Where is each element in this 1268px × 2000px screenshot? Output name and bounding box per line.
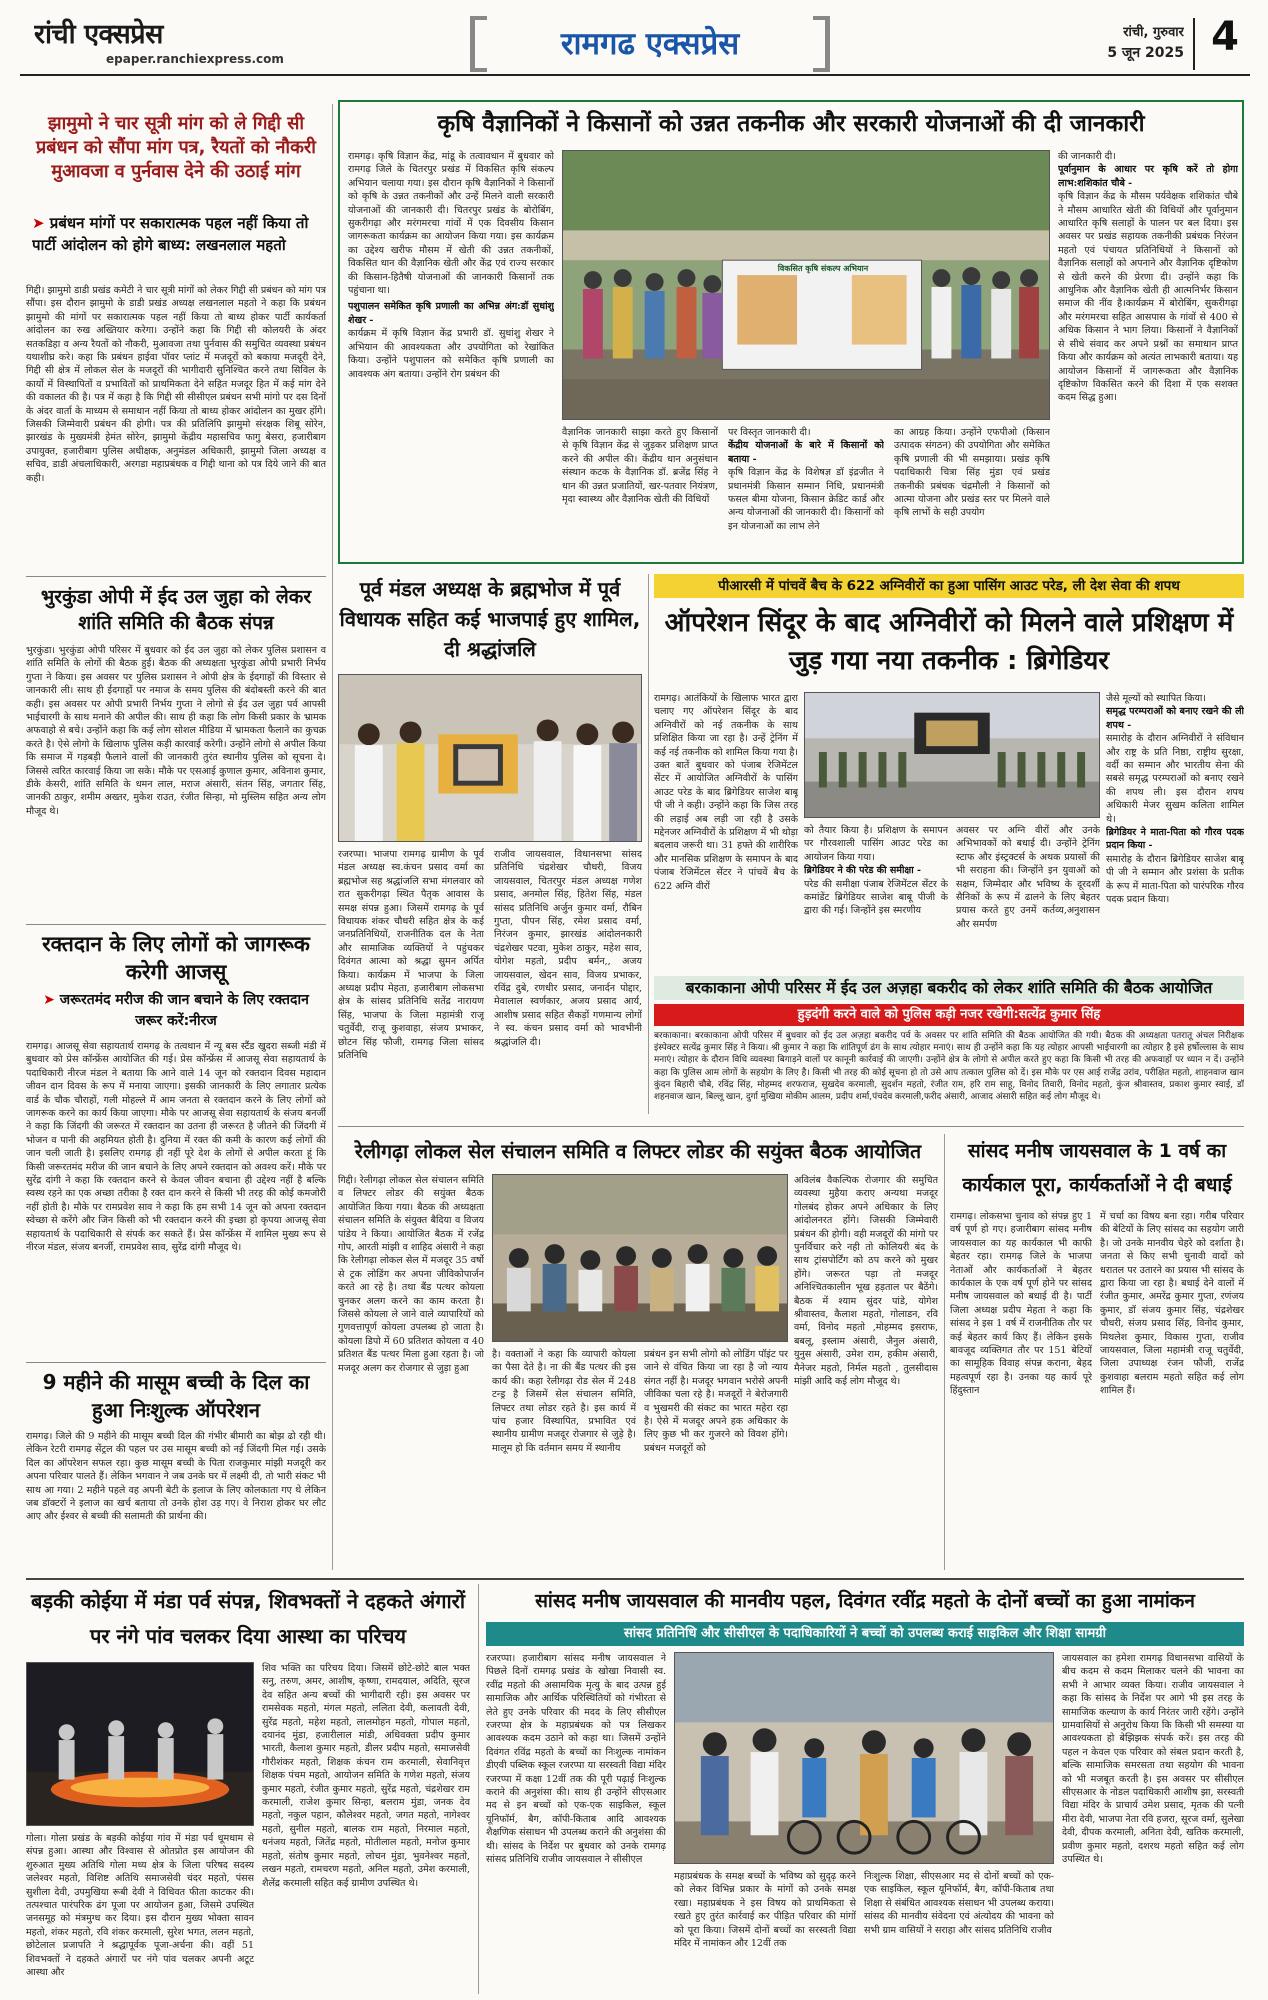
bullet-arrow-icon-2: ➤ [43, 992, 60, 1008]
left-column-rule [332, 104, 333, 1570]
article-jmm-sub [32, 212, 322, 280]
article-krishi-col1-b: कार्यक्रम में कृषि विज्ञान केंद्र प्रभारी डॉ. सुधांशु शेखर ने अभियान की आवश्यकता और उपयोगिता को रेखांकित किया। उन्होंने पशुपालन को समेकित कृषि प्रणाली का आवश्यक अंग बताया। उन्होंने रोग प्रबंधन की [348, 328, 554, 380]
article-relighada [338, 1134, 938, 1570]
masthead-logo [34, 14, 274, 50]
article-jmm-body: गिद्दी। झामुमो डाडी प्रखंड कमेटी ने चार सूत्री मांगों को लेकर गिद्दी सी प्रबंधन को मांग पत्र सौंपा। इस दौरान झामुमो के डाडी प्रखंड अध्यक्ष लखनलाल महतो ने कहा कि प्रबंधन झामुमो की मांगों पर सकारात्मक पहल नहीं किया तो बाध्य होकर पार्टी कार्यकर्ता आंदोलन का रुख अख्तियार करेगा। उन्होंने कहा कि गिद्दी सी कोलयरी के अंदर सतकडिहा व अन्य रैयतों को नौकरी, मुआवजा तथा पुर्नवास की समुचित व्यवस्था प्रबंधन यथाशीघ्र करे। कहा कि प्रबंधन हाईवा पॉवर प्लांट में मजदूरों को बकाया मजदूरी देने, गिद्दी सी क्षेत्र में लोकल सेल के मजदूरों की भागीदारी सुनिश्चित करने तथा सिविल के कार्यो में विस्थापितों व प्रभावितों को प्राथमिकता देने सहित मजदूर हित में कई मांग देने की वकालत की है। पत्र में कहा है कि गिद्दी सी सीसीएल प्रबंधन सभी मांगो पर दस दिनों के अंदर वार्ता के माध्यम से समाधान नहीं किया तो बाध्य होकर आंदोलन का मुखर होंगे।जिसकी जिम्मेवारी प्रबंधन की होगी। पत्र की प्रतिलिपि झामुमो संरक्षक शिबू सोरेन, झारखंड के मुख्यमंत्री हेमंत सोरेन, झामुमो केंद्रीय महासचिव फागु बेसरा, हजारीबाग उपायुक्त, हजारीबाग पुलिस अधीक्षक, अनुमंडल अधिकारी, झामुमो जिला अध्यक्ष व सचिव, डाडी अंचलाधिकारी, अरगडा महाप्रबंधक व गिद्दी थाना को पत्र दिये जाने की बात कही। [26, 285, 326, 484]
masthead [0, 0, 1268, 88]
article-krishi-col3-b: कृषि विज्ञान केंद्र के विशेषज्ञ डॉ इंद्रजीत ने प्रधानमंत्री किसान सम्मान निधि, प्रधानमंत्री फसल बीमा योजना, किसान क्रेडिट कार्ड और अन्य योजनाओं की जानकारी दी। किसानों को इन योजनाओं का लाभ लेने [728, 467, 884, 532]
article-agniveer-col4-a: जैसे मूल्यों को स्थापित किया। [1106, 693, 1206, 704]
article-namankan-col4: जायसवाल का हमेशा रामगढ़ विधानसभा वासियों के बीच कदम से कदम मिलाकर चलने की भावना का सभी ने आभार व्यक्त किया। राजीव जायसवाल ने कहा कि सांसद के निर्देश पर आगे भी इस तरह के सामाजिक कल्याण के कार्य निरंतर जारी रहेंगे। उन्होंने ग्रामवासियों से अनुरोध किया कि किसी भी समस्या या आवश्यकता हो बेझिझक संपर्क करें। इस तरह की पहल न केवल एक परिवार को संबल प्रदान करती है, बल्कि सामाजिक समरसता तथा सहयोग की भावना को भी मजबूत करती है। इस अवसर पर सीसीएल सीएसआर के नोडल पदाधिकारी आशीष झा, सरस्वती विद्या मंदिर के प्राचार्य उमेश प्रसाद, मृतक की पत्नी मीरा देवी, भाजपा नेता रवि हजरा, सूरज वर्मा, सुलेखा देवी, दीपक करमाली, अनिता देवी, खतिक करमाली, प्रवीण कुमार महतो, दशरथ महतो सहित कई लोग उपस्थित थे। [1062, 1653, 1244, 1866]
mid-rule-2 [338, 1126, 1244, 1127]
article-idul [26, 584, 326, 920]
krishi-banner-text: विकसित कृषि संकल्प अभियान [777, 264, 869, 273]
article-krishi-col5-sub: पूर्वानुमान के आधार पर कृषि करें तो होगा लाभ:शशिकांत चौबे - [1058, 164, 1238, 189]
article-krishi-col2: वैज्ञानिक जानकारी साझा करते हुए किसानों से कृषि विज्ञान केंद्र से जुड़कर प्रशिक्षण प्राप्त करने की अपील की। केंद्रीय धान अनुसंधान संस्थान कटक के वैज्ञानिक डॉ. ब्रजेंद्र सिंह ने धान की उन्नत प्रजातियों, खर-पतवार नियंत्रण, मृदा स्वास्थ्य और वैज्ञानिक खेती की विधियों [562, 427, 718, 506]
article-krishi-col1-text: रामगढ़। कृषि विज्ञान केंद्र, मांडू के तत्वावधान में बुधवार को रामगढ़ जिले के चितरपुर प्रखंड में विकसित कृषि संकल्प अभियान चलाया गया। इस दौरान कृषि वैज्ञानिकों ने किसानों को कृषि के उन्नत तकनीकों और उन्हें मिलने वाली सरकारी योजनाओं की जानकारी दी। चितरपुर प्रखंड के बोरोबिंग, सुकरीगढ़ा और मरंगमरचा गांवों में एक दिवसीय किसान जागरूकता कार्यक्रम का आयोजन किया गया। इस कार्यक्रम का उद्देश्य खरीफ मौसम में खेती की उन्नत तकनीकों, विकसित धान की वैज्ञानिक खेती और केंद्र एवं राज्य सरकार की किसान-हितैषी योजनाओं की जानकारी किसानों तक पहुंचाना था। [348, 151, 554, 297]
mandaparv-photo-svg [27, 1663, 253, 1825]
bhoj-photo [338, 674, 642, 842]
masthead-left-rule [20, 74, 1250, 76]
article-bhoj-col1: रजरप्पा। भाजपा रामगढ़ ग्रामीण के पूर्व मंडल अध्यक्ष स्व.कंचन प्रसाद वर्मा का ब्रह्मभोज सह श्रद्धांजलि सभा मंगलवार को रात सुकरीगढ़ा स्थित पैतृक आवास के समक्ष संपन्न हुआ। जिसमें रामगढ़ के पूर्व विधायक शंकर चौधरी सहित क्षेत्र के कई जनप्रतिनिधियों, राजनीतिक दल के नेता और सामाजिक व्यक्तियों ने पहुंचकर दिवंगत आत्मा को श्रद्धा सुमन अर्पित किया। कार्यक्रम में भाजपा के जिला अध्यक्ष प्रदीप मेहता, हजारीबाग लोकसभा क्षेत्र के सांसद प्रतिनिधि सतेंद्र नारायण सिंह, भाजपा के जिला महामंत्री राजू चतुर्वेदी, राजू कुशवाहा, संजय प्रभाकर, छोटन सिंह फौजी, रामगढ़ जिला सांसद प्रतिनिधि [338, 849, 484, 1062]
article-jaiswal-col1: रामगढ़। लोकसभा चुनाव को संपन्न हुए 1 वर्ष पूर्ण हो गए। हजारीबाग सांसद मनीष जायसवाल का यह कार्यकाल भी काफी बेहतर रहा। रामगढ़ जिले के भाजपा नेताओं और कार्यकर्ताओं ने बेहतर कार्यकाल के एक वर्ष पूर्ण होने पर सांसद मनीष जायसवाल को बधाई दी है। पार्टी जिला अध्यक्ष प्रदीप मेहता ने कहा कि सांसद ने इस 1 वर्ष में राजनीतिक तौर पर कई बेहतर कार्य किए हैं। लेकिन इसके बावजूद व्यक्तिगत तौर पर 151 बेटियों का सामूहिक विवाह संपन्न कराना, बेहद महत्वपूर्ण रहा है। उनका यह कार्य पूरे हिंदुस्तान [950, 1211, 1092, 1397]
krishi-photo-svg [563, 151, 1049, 419]
article-agniveer-band: पीआरसी में पांचवें बैच के 622 अग्निवीरों का हुआ पासिंग आउट परेड, ली देश सेवा की शपथ [654, 574, 1244, 598]
mid-rule-1 [648, 574, 649, 1114]
article-jaiswal-title: सांसद मनीष जायसवाल के 1 वर्ष का कार्यकाल पूरा, कार्यकर्ताओं ने दी बधाई [962, 1140, 1232, 1196]
article-jmm-subtext: प्रबंधन मांगों पर सकारात्मक पहल नहीं किया तो पार्टी आंदोलन को होगे बाध्य: लखनलाल महतो [32, 214, 309, 254]
relighada-photo [492, 1174, 788, 1342]
article-namankan-title: सांसद मनीष जायसवाल की मानवीय पहल, दिवंगत रवींद्र महतो के दोनों बच्चों का हुआ नामांकन [535, 1590, 1195, 1612]
article-blood-body: रामगढ़। आजसू सेवा सहायतार्थ रामगढ़ के तत्वधान में न्यू बस स्टैंड खुदरा सब्जी मंडी में बुधवार को प्रेस कॉन्फ्रेंस आयोजित की गई। प्रेस कॉन्फ्रेंस में आजसू सेवा सहायतार्थ के पदाधिकारी नीरज मंडल ने बताया कि आने वाले 14 जून को रक्तदान दिवस महादान जीवन दान दिवस के रूप में मनाया जाएगा। इसकी जानकारी के लिए लगातार प्रत्येक वार्ड के चौक चौराहों, गली मोहल्ले में आम जनता से रक्तदान करने के लिए लोगों को जागरूक करने का कार्य किया जाएगा। मौके पर आजसू सेवा सहायतार्थ के संजय बनर्जी ने कहा कि जिंदगी की जरूरत में रक्तदान का उतना ही जरूरत है जीतने की जिंदगी में भोजन व पानी की अहमियत होती है। दुनिया में रक्त की कमी के कारण कई लोगों की जान चली जाती है। इसलिए रामगढ़ ही नहीं पूरे देश के लोगों से अपील करता हूं कि किसी जरूरतमंद मरीज की जान बचाने के लिए अपने रक्तदान को अवश्य करें। मौके पर सुरेंद्र दांगी ने कहा कि रक्तदान करने से केवल जीवन बचाना ही उद्देश्य नहीं है बल्कि स्वस्थ रहने का एक अच्छा तरीका है रक्त दान करने से किसी भी तरह की कोई कमजोरी नहीं होती है। मौके पर रामप्रवेश साव ने कहा कि हम सभी 14 जून को अपना रक्तदान स्वेच्छा से करेंगे और जिन किसी को भी रक्तदान करने की इच्छा हो कृपया आजसू सेवा सहायतार्थ के पदाधिकारी से संपर्क कर सकते हैं। प्रेस कॉन्फ्रेंस में शामिल मुख्य रूप से नीरज मंडल, संजय बनर्जी, रामप्रवेश साव, सुरेंद्र दांगी मौजूद थे। [26, 1041, 326, 1254]
article-agniveer-col4-c: समारोह के दौरान ब्रिगेडियर साजेश बाबू पी जी ने सम्मान और प्रशंसा के प्रतीक के रूप में माता-पिता को पारंपरिक गौरव पदक प्रदान किया। [1106, 853, 1244, 906]
article-barkakana-band: हुड़दंगी करने वाले को पुलिस कड़ी नजर रखेगी:सत्येंद्र कुमार सिंह [654, 1004, 1244, 1026]
article-relighada-col3: प्रबंधन इन सभी लोगो को लोडिंग पॉइंट पर जाने से वंचित किया जा रहा है जो न्याय संगत नहीं है। मजदूर भगवान भरोसे अपनी जीविका चला रहे है। मजदूरों ने बेरोजगारी व भुखमरी की संकट का भारत महेरा रहा है। ऐसे में मजदूर अपने हक अधिकार के लिए कुछ भी कर गुजरने को विवश होंगे। प्रबंधन मजदूरों को [644, 1349, 788, 1454]
article-agniveer-col4-sub: समृद्ध परम्पराओं को बनाए रखने की ली शपथ - [1106, 706, 1244, 731]
article-namankan-col1: रजरप्पा। हजारीबाग सांसद मनीष जायसवाल ने पिछले दिनों रामगढ़ प्रखंड के खोखा निवासी स्व. रवींद्र महतो की असामयिक मृत्यु के बाद उत्पन्न हुई सामाजिक और आर्थिक परिस्थितियों को गंभीरता से लेते हुए उनके परिवार की मदद के लिए सीसीएल रजरप्पा क्षेत्र के महाप्रबंधक को पत्र लिखकर आवश्यक कदम उठाने को कहा था। जिसमें उन्होंने दिवंगत रविंद्र महतो के बच्चों का निःशुल्क नामांकन डीएवी पब्लिक स्कूल रजरप्पा या सरस्वती विद्या मंदिर रजरप्पा में कक्षा 12वीं तक की पूरी पढ़ाई निःशुल्क कराने की अनुशंसा की। साथ ही उन्होंने सीएसआर मद से इन बच्चों को एक-एक साइकिल, स्कूल यूनिफॉर्म, बैग, कॉपी-किताब आदि आवश्यक शैक्षणिक संसाधन भी उपलब्ध कराने की अनुशंसा की थी। सांसद के निर्देश पर बुधवार को उनके रामगढ़ सांसद प्रतिनिधि राजीव जायसवाल ने सीसीएल [486, 1653, 666, 1866]
article-jaiswal [950, 1134, 1244, 1570]
article-bhoj-col2: राजीव जायसवाल, विधानसभा सांसद प्रतिनिधि चंद्रशेखर चौधरी, विजय जायसवाल, चितरपुर मंडल अध्यक्ष गणेश प्रसाद, अनमोल सिंह, हितेश सिंह, मंडल सांसद प्रतिनिधि अर्जुन कुमार वर्मा, रौबिन गुप्ता, पीपन सिंह, रमेश प्रसाद वर्मा, निरंजन कुमार, झारखंड आंदोलनकारी चंद्रशेखर पटवा, मुकेश ठाकुर, महेश साव, योगेश महतो, प्रदीप बर्मन,, अजय जायसवाल, खेदन साव, विजय प्रभाकर, रविंद्र दुबे, रणधीर प्रसाद, जनार्दन पोद्दार, मेवालाल स्वर्णकार, अजय प्रसाद आर्य, आशीष प्रसाद सहित सैकड़ों गणमान्य लोगों ने स्व. कंचन प्रसाद वर्मा को भावभीनी श्रद्धांजलि दी। [494, 849, 642, 1048]
article-krishi-col5-a: की जानकारी दी। [1058, 151, 1116, 162]
article-agniveer-col2-text: को तैयार किया है। प्रशिक्षण के समापन पर गौरवशाली पासिंग आउट परेड का आयोजन किया गया। [804, 825, 948, 863]
article-mandaparv-col2: शिव भक्ति का परिचय दिया। जिसमें छोटे-छोटे बाल भक्त सनु, तरुण, अमर, आशीष, कृष्णा, रामदयाल, अदिति, सूरज देव सहित अन्य बच्चों की भागीदारी रही। इस अवसर पर रामसेवक महतो, मंगल महतो, ललिता देवी, कलावती देवी, सुरेंद्र महतो, महेश महतो, लालमोहन महतो, गोपाल महतो, दयानंद मुंडा, हजारीलाल मांडी, अधिवक्ता प्रदीप कुमार भारती, कैलाश कुमार महतो, डीलर प्रदीप महतो, समाजसेवी गौरीशंकर महतो, शिक्षक कंचन राम करमाली, सेवानिवृत्त शिक्षक पंचम महतो, आयोजन समिति के गणेश महतो, संजय कुमार महतो, रंजीत कुमार महतो, सुरेंद्र महतो, चंद्रशेखर राम करमाली, राजेश कुमार सिन्हा, बलराम मुंडा, जनक देव महतो, नकुल पहान, कौलेश्वर महतो, जगत महतो, नागेश्वर महतो, सुनील महतो, बालक राम महतो, निरमाल महतो, धनंजय महतो, जितेंद्र महतो, मोतीलाल महतो, मनोज कुमार महतो, संतोष कुमार महतो, लोचन मुंडा, भुवनेश्वर महतो, लखन महतो, रामचरण महतो, अनिल महतो, उमेश करमाली, शैलेंद्र करमाली सहित कई ग्रामीण उपस्थित थे। [262, 1663, 470, 1889]
masthead-day: रांची, गुरुवार [1123, 25, 1184, 40]
article-namankan [486, 1584, 1244, 1994]
left-rule-3 [26, 1362, 326, 1363]
bullet-arrow-icon: ➤ [32, 214, 50, 232]
article-krishi-col4: का आग्रह किया। उन्होंने एफपीओ (किसान उत्पादक संगठन) की उपयोगिता और समेकित कृषि प्रणाली की भी समझाया। प्रखंड कृषि पदाधिकारी चित्रा सिंह मुंडा एवं प्रखंड तकनीकी प्रबंधक चंद्रमौली ने किसानों को आत्मा योजना और प्रखंड स्तर पर मिलने वाले कृषि लाभों के सही उपयोग [894, 427, 1050, 519]
edition-box [470, 16, 830, 72]
article-agniveer-col4-b: समारोह के दौरान अग्निवीरों ने संविधान और राष्ट्र के प्रति निष्ठा, राष्ट्रीय सुरक्षा, वर्दी का सम्मान और भारतीय सेना की सबसे समृद्ध परम्पराओं को बनाए रखने की शपथ ली। इस दौरान शपथ अधिकारी मेजर सुखम कलिता शामिल थे। [1106, 733, 1244, 825]
article-agniveer-col2-b: परेड की समीक्षा पंजाब रेजिमेंटल सेंटर के कमांडेंट ब्रिगेडियर साजेश बाबू पीजी के द्वारा की गई। जिन्होंने इस स्मरणीय [804, 878, 948, 917]
article-krishi [338, 100, 1244, 564]
article-bhoj [338, 574, 642, 1114]
logo-url[interactable]: epaper.ranchiexpress.com [106, 52, 284, 66]
article-agniveer-title: ऑपरेशन सिंदूर के बाद अग्निवीरों को मिलने वाले प्रशिक्षण में जुड़ गया नया तकनीक : ब्रिगेडियर [664, 608, 1234, 676]
article-agniveer [654, 574, 1244, 970]
article-blood-title: रक्तदान के लिए लोगों को जागरूक करेगी आजसू [42, 932, 310, 984]
article-idul-body: भुरकुंडा। भुरकुंडा ओपी परिसर में बुधवार को ईद उल जुहा को लेकर पुलिस प्रशासन व शांति समिति के लोगों की बैठक हुई। बैठक की अध्यक्षता भुरकुंडा ओपी प्रभारी निर्भय गुप्ता ने किया। इस अवसर पर पुलिस प्रशासन ने ओपी क्षेत्र के ईदगाहों की विस्तार से जानकारी ली। साथ ही ईदगाहों पर नमाज के समय पुलिस की बंदोबस्ती करने की बात कही। इस अवसर पर ओपी प्रभारी निर्भय गुप्ता ने लोगो से ईद उल जुहा पर्व आपसी भाईचारगी के साथ मनाने की अपील की। साथ ही कहा कि लोग किसी प्रकार के भ्रामक अफवाहो से बचे। उन्होंने कहा कि कई लोग सोशल मीडिया में भ्रामकता फैलाने का कुचक्र करते है। ऐसे लोगो के खिलाफ पुलिस कड़ी कारवाई करेगी। उन्होंने लोगो से अपील किया कि समाज में गड़बड़ी फैलाने वालों की जानकारी तुरंत स्थानीय पुलिस को सूचना दे। जिससे त्वरित कारवाई किया जा सके। मौके पर एसआई कुणाल कुमार, अविनाश कुमार, डीके केसरी, शांति समिति के धमन लाल, मराज अंसारी, संतन सिंह, जगतार सिंह, जानकी ठाकुर, शमीम अख्तर, मुकेश राउत, रंजीत सिन्हा, मो मुस्लिम सहित अन्य लोग मौजूद थे। [26, 645, 326, 817]
relighada-photo-svg [493, 1175, 787, 1341]
masthead-date: 5 जून 2025 [1107, 45, 1184, 61]
masthead-date-block [1064, 22, 1184, 68]
article-krishi-col3 [728, 426, 884, 560]
article-child-title: 9 महीने की मासूम बच्ची के दिल का हुआ निःशुल्क ऑपरेशन [42, 1370, 310, 1422]
krishi-photo [562, 150, 1050, 420]
article-relighada-col2: है। वक्ताओं ने कहा कि व्यापारी कोयला का पैसा देते है। ना की बैंड पत्थर की इस कार्य की। कहा रेलीगढ़ा रोड सेल में 248 टन्ड्र है जिसमें सेल संचालन समिति, लिफ्टर तथा लोडर रहते है। इस कार्य में पांच हजार विस्थापित, प्रभावित एवं स्थानीय ग्रामीण मजदूर रोजगार से जुड़े है। मालूम हो कि वर्तमान समय में स्थानीय [492, 1349, 636, 1454]
article-relighada-title: रेलीगढ़ा लोकल सेल संचालन समिति व लिफ्टर लोडर की सयुंक्त बैठक आयोजित [354, 1140, 922, 1163]
article-child-body: रामगढ़। जिले की 9 महीने की मासूम बच्ची दिल की गंभीर बीमारी का बोझ ढो रही थी। लेकिन रेटरी रामगढ़ सेंट्रल की पहल पर उस मासूम बच्ची को नई जिंदगी मिल गई। उसके दिल का ऑपरेशन सफल रहा। कुछ मासूम बच्ची के पिता राजकुमार मांझी मजदूरी कर अपना परिवार पालते हैं। लेकिन भगवान ने जब उनके घर में लक्ष्मी दी, तो भारी संकट भी साथ आ गया। 2 महीने पहले वह अपनी बेटी के इलाज के लिए कोलकाता गए थे लेकिन जब डॉक्टरों ने इलाज का खर्च बताया तो उनके होश उड़ गए। वे निराश होकर घर लौट आए और ईश्वर से बच्ची की सलामती की प्रार्थना की। [26, 1431, 326, 1523]
article-krishi-col5 [1058, 150, 1238, 558]
article-barkakana-title: बरकाकाना ओपी परिसर में ईद उल अज़हा बकरीद को लेकर शांति समिति की बैठक आयोजित [654, 976, 1244, 1000]
left-column [26, 112, 326, 1570]
article-jaiswal-col2: में चर्चा का विषय बना रहा। गरीब परिवार की बेटियों के लिए सांसद का सहयोग जारी है। जो उनके मानवीय चेहरे को दर्शाता है। जनता से किए सभी चुनावी वादों को धरातल पर उतारने का प्रयास भी सांसद के द्वारा किया जा रहा है। बधाई देने वालों में रंजीत कुमार, अमरेंद्र कुमार गुप्ता, रणंजय कुमार, डॉ संजय कुमार सिंह, चंद्रशेखर चौधरी, संजय प्रसाद सिंह, विनोद कुमार, मिथलेश कुमार, विकास गुप्ता, राजीव जायसवाल, जिला महामंत्री राजू चतुर्वेदी, जिला उपाध्यक्ष रंजन फौजी, राजेंद्र कुशवाहा बलराम महतो सहित कई लोग शामिल हैं। [1100, 1211, 1244, 1397]
edition-title: रामगढ एक्सप्रेस [560, 26, 740, 62]
bhoj-photo-svg [339, 675, 641, 841]
article-krishi-title: कृषि वैज्ञानिकों ने किसानों को उन्नत तकनीक और सरकारी योजनाओं की दी जानकारी [437, 111, 1145, 137]
article-agniveer-col3: अवसर पर अग्नि वीरों और उनके अभिभावकों को बधाई दी। उन्होंने ट्रेनिंग स्टाफ और इंस्ट्रक्टर्स के अथक प्रयासों की भी सराहना की। जिन्होंने इन युवाओं को सक्षम, जिम्मेदार और भविष्य के दूरदर्शी सैनिकों के रूप में ढालने के लिए बेहतर प्रयास करते हुए उनमें कर्तव्य,अनुशासन और समर्पण [956, 825, 1100, 930]
namankan-photo-svg [675, 1653, 1053, 1863]
article-mandaparv [26, 1584, 470, 1994]
article-blood [26, 930, 326, 1360]
masthead-divider [1193, 18, 1195, 70]
article-krishi-col3-sub: केंद्रीय योजनाओं के बारे में किसानों को बताया - [728, 440, 884, 465]
article-relighada-col1: गिद्दी। रेलीगढ़ा लोकल सेल संचालन समिति व लिफ्टर लोडर की सयुंक्त बैठक आयोजित किया गया। बैठक की अध्यक्षता संचालन समिति के संयुक्त बैदिया व विजय पांडेय ने किया। आयोजित बैठक में रजेंद्र गोप, आरती मांझी व शाहिद अंसारी ने कहा कि रेलीगढ़ा लोकल सेल में मजदूर 35 वर्षो से ट्रक लोडिंग कर अपना जीविकोपार्जन करते आ रहे है। तथा बैंड पत्थर कोयला चुनकर अलग करने का काम करता है। जिससे कोयला ले जाने वाले व्यापारियों को गुणवत्तापूर्ण कोयला उपलब्ध हो जाता है। कोयला डिपो में 60 प्रतिशत कोयला व 40 प्रतिशत बैंड पत्थर मिला हुआ रहता है। जो मजदूर अलग कर रोजगार से जुड़ा हुआ [338, 1175, 484, 1374]
mid-rule-3 [944, 1134, 945, 1570]
namankan-photo [674, 1652, 1054, 1864]
article-namankan-band: सांसद प्रतिनिधि और सीसीएल के पदाधिकारियों ने बच्चों को उपलब्ध कराई साइकिल और शिक्षा सामग्री [486, 1622, 1244, 1646]
article-agniveer-col4 [1106, 692, 1244, 968]
article-jmm-title: झामुमो ने चार सूत्री मांग को ले गिद्दी सी प्रबंधन को सौंपा मांग पत्र, रैयतों को नौकरी मुआवजा व पुर्नवास देने की उठाई मांग [36, 113, 316, 182]
article-agniveer-col1: रामगढ़। आतंकियों के खिलाफ भारत द्वारा चलाए गए ऑपरेशन सिंदूर के बाद अग्निवीरों को नई तकनीक के साथ प्रशिक्षित किया जा रहा है। उन्हें ट्रेनिंग में कई नई तकनीक को शामिल किया गया है। उक्त बातें बुधवार को पंजाब रेजिमेंटल सेंटर में आयोजित अग्निवीरों के पासिंग आउट परेड के बाद ब्रिगेडियर साजेश बाबू पी जी ने कही। उन्होंने कहा कि जिस तरह की लड़ाई अब लड़ी जा रही है उसके मद्देनजर अग्निवीरों के प्रशिक्षण में भी थोड़ा बदलाव जरूरी था। 31 हफ्ते की शारीरिक और मानसिक प्रशिक्षण के समापन के बाद पंजाब रेजिमेंटल सेंटर ने पांचवें बैच के 622 अग्नि वीरों [654, 693, 798, 892]
article-mandaparv-col1: गोला। गोला प्रखंड के बड़की कोईया गांव में मंडा पर्व धूमधाम से संपन्न हुआ। आस्था और विश्वास से ओतप्रोत इस आयोजन की शुरुआत मुख्य अतिथि गोला मध्य क्षेत्र के जिला परिषद सदस्य जलेश्वर महतो, विशिष्ट अतिथि समाजसेवी चंदर महतो, पंसस सुशीला देवी, उपमुखिया रूबी देवी ने विधिवत फीता काटकर की। तत्पश्चात पारंपरिक ढंग पूजा पर आयोजन हुआ, जिसमे उपस्थित जनसमूह को मंत्रमुग्ध कर दिया। इस दौरान मुख्य भोक्ता सावन महतो, शंकर महतो, रवि शंकर करमाली, सुरेश भगत, ललन महतो, छोटेलाल प्रजापति ने श्रद्धापूर्वक पूजा-अर्चना की। वहीं 51 शिवभक्तों ने दहकते अंगारों पर नंगे पांव चलकर अपनी अटूट आस्था और [26, 1833, 254, 1979]
article-namankan-col2: महाप्रबंधक के समक्ष बच्चों के भविष्य को सुदृढ़ करने को लेकर विभिन्न प्रकार के मांगों को उनके समक्ष रखा। महाप्रबंधक ने इस विषय को प्राथमिकता से रखते हुए तुरंत कार्रवाई कर पीड़ित परिवार की मांगों को पूरा किया। जिसमें दोनों बच्चों का सरस्वती विद्या मंदिर में नामांकन और 12वीं तक [674, 1871, 856, 1950]
logo-text: रांची एक्सप्रेस [34, 19, 163, 50]
page-number: 4 [1211, 14, 1239, 60]
bottom-section-rule [26, 1578, 1244, 1580]
article-krishi-col3-text: पर विस्तृत जानकारी दी। [728, 427, 811, 438]
article-agniveer-col2 [804, 824, 948, 968]
article-agniveer-col4-sub2: ब्रिगेडियर ने माता-पिता को गौरव पदक प्रदान किया - [1106, 827, 1244, 852]
agniveer-photo-svg [805, 693, 1099, 817]
article-blood-subtext: जरूरतमंद मरीज की जान बचाने के लिए रक्तदान जरूर करें:नीरज [59, 992, 309, 1029]
article-relighada-col4: अविलंब वैकल्पिक रोजगार की समुचित व्यवस्था मुहैया कराए अन्यथा मजदूर गोलबंद होकर अपने अधिकार के लिए आंदोलनरत होंगे। जिसकी जिम्मेवारी प्रबंधन की होगी। वही मजदूरों की मांगो पर पुनर्विचार करे नही तो कोलियरी बंद के साथ ट्रांसपोर्टिंग को ठप करने को मुखर होंगे। जरूरत पड़ा तो मजदूर अनिश्चितकालीन भूख हड़ताल पर बैठेंगे। बैठक में श्याम सुंदर पांडे, योगेश श्रीवास्तव, कैलाश महतो, गोलाडन, रवि वर्मा, विनोद महतो ,मोहम्मद इसराफ, बबलू, इस्लाम अंसारी, जैनुल अंसारी, युनुस अंसारी, उमेश राम, हकीम अंसारी, मैनेजर महतो, निर्मल महतो , तुलसीदास मांझी आदि कई लोग मौजूद थे। [794, 1175, 938, 1388]
article-barkakana [654, 976, 1244, 1122]
article-barkakana-body: बरकाकाना। बरकाकाना ओपी परिसर में बुधवार को ईद उल अज़हा बकरीद पर्व के अवसर पर शांति समिति की बैठक आयोजित की गयी। बैठक की अध्यक्षता पतरातू अंचल निरीक्षक इंस्पेक्टर सत्येंद्र कुमार सिंह ने किया। श्री कुमार ने कहा कि शांतिपूर्ण ढंग के साथ त्योहार मनाएं। साथ ही उन्होंने कहा कि यह त्योहार आपसी भाईचारगी का त्योहार है इसे हर्षोल्लास के साथ मनाएं। त्योहार के दौरान विधि व्यवस्था बिगाड़ने वालों पर कानूनी कार्रवाई की जाएगी। उन्होंने क्षेत्र के लोगो से अपील करते हुए कहा कि किसी भी तरह की अफवाहों पर ध्यान न दें। उन्होंने कहा कि पुलिस आम लोगों के सहयोग के लिए है। किसी भी तरह की कोई सूचना हो तो उसे आप तत्काल पुलिस को दें। इस मौके पर एस आई राजेंद्र उरांव, परीक्षित महतो, शाहनवाज खान कुंदन बिहारी चौबे, रविंद्र सिंह, मोहम्मद शरफराज, सुखदेव करमाली, सुदर्शन महतो, रंजीत राम, हरि राम साहू, विनोद तिवारी, विनोद महतो, कुंज श्रीवास्तव, प्रकाश कुमार स्वाई, डॉ शहनवाज खान, बिल्लू खान, दुर्गा मुखिया मोकीम आलम, प्रदीप शर्मा,पंचदेव करमाली,फरीद अंसारी, आजाद अंसारी सहित कई लोग मौजूद थे। [654, 1031, 1244, 1103]
article-mandaparv-title: बड़की कोईया में मंडा पर्व संपन्न, शिवभक्तों ने दहकते अंगारों पर नंगे पांव चलकर दिया आस्था का परिचय [30, 1589, 466, 1648]
article-bhoj-title: पूर्व मंडल अध्यक्ष के ब्रह्मभोज में पूर्व विधायक सहित कई भाजपाई हुए शामिल, दी श्रद्धांजलि [339, 577, 641, 661]
article-krishi-col1 [348, 150, 554, 558]
article-agniveer-col2-sub: ब्रिगेडियर ने की परेड की समीक्षा - [804, 865, 921, 877]
left-rule-2 [26, 924, 326, 925]
article-krishi-col1-sub: पशुपालन समेकित कृषि प्रणाली का अभिन्न अंग:डॉ सुधांशु शेखर - [348, 301, 554, 326]
bottom-rule-1 [478, 1584, 479, 1994]
article-namankan-col3: निःशुल्क शिक्षा, सीएसआर मद से दोनों बच्चों को एक-एक साइकिल, स्कूल यूनिफॉर्म, बैग, कॉपी-किताब तथा शिक्षा से संबंधित आवश्यक संसाधन भी उपलब्ध कराया। सांसद की मानवीय संवेदना एवं अंत्योदय की भावना को सभी ग्राम वासियों ने सराहा और सांसद प्रतिनिधि राजीव [864, 1871, 1054, 1936]
agniveer-photo [804, 692, 1100, 818]
article-krishi-col5-b: कृषि विज्ञान केंद्र के मौसम पर्यवेक्षक शशिकांत चौबे ने मौसम आधारित खेती की विधियों और पूर्वानुमान आधारित कृषि सलाहों के पालन पर बल दिया। इस अवसर पर प्रखंड सहायक तकनीकी प्रबंधक निरंजन महतो एवं पंचायत प्रतिनिधियों ने किसानों को वैज्ञानिक सलाहों को अपनाने और वैज्ञानिक दृष्टिकोण से खेती करने की प्रेरणा दी। उन्होंने कहा कि आधुनिक और वैज्ञानिक खेती ही आत्मनिर्भर किसान समाज की नींव है।कार्यक्रम में बोरोबिंग, सुकरीगढ़ा और मरंगमरचा सहित आसपास के गांवों से 400 से अधिक किसान ने भाग लिया। किसानों ने वैज्ञानिकों से सीधे संवाद कर अपने प्रश्नों का समाधान प्राप्त किया और कार्यक्रम को अत्यंत लाभकारी बताया। यह आयोजन किसानों में जागरूकता और वैज्ञानिक दृष्टिकोण विकसित करने की दिशा में एक सशक्त कदम सिद्ध हुआ। [1058, 191, 1238, 404]
left-rule-1 [26, 576, 326, 577]
article-jmm [26, 112, 326, 570]
article-blood-sub [36, 990, 316, 1036]
article-child [26, 1368, 326, 1568]
mandaparv-photo [26, 1662, 254, 1826]
article-idul-title: भुरकुंडा ओपी में ईद उल जुहा को लेकर शांति समिति की बैठक संपन्न [40, 586, 312, 634]
